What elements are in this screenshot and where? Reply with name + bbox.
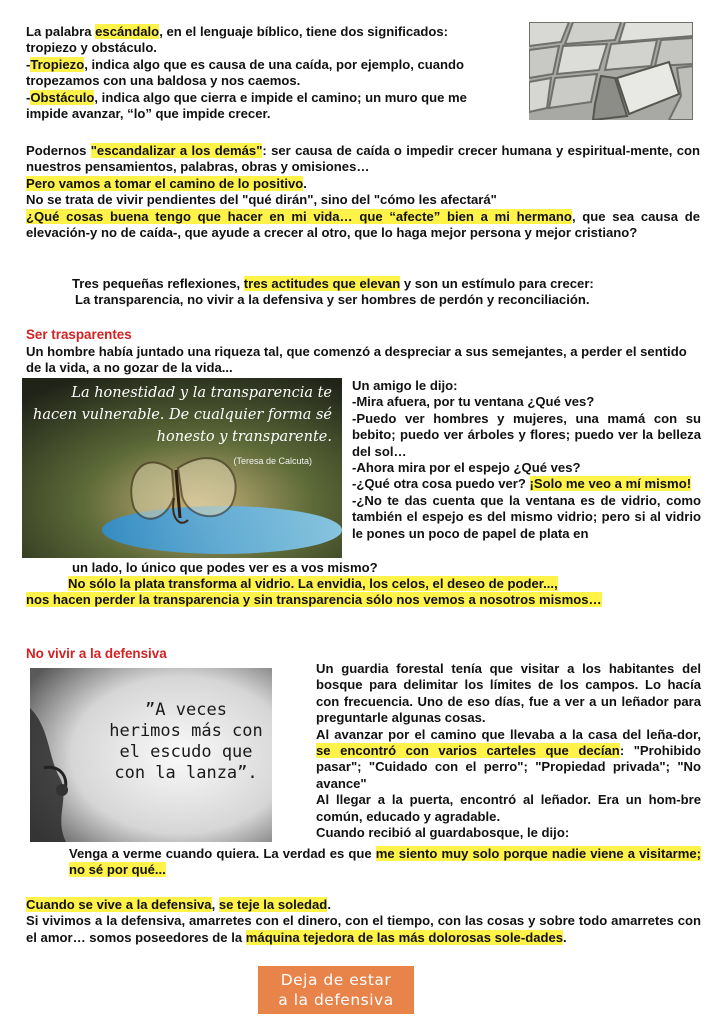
highlight-tropiezo: Tropiezo [30,56,85,72]
highlight-escandalizar: "escandalizar a los demás" [90,143,263,158]
tres-reflexiones [72,276,712,309]
text: Tres pequeñas reflexiones, [72,276,244,291]
intro-paragraph [26,24,526,122]
text: , en el lenguaje bíblico, tiene dos significados: [159,24,449,39]
text: Venga a verme cuando quiera. La verdad es que [69,846,376,861]
trasparentes-intro: Un hombre había juntado una riqueza tal, que comenzó a despreciar a sus semejantes, a perder el sentido de la vida, a no gozar de la vida... [26,344,687,376]
button-line-1: Deja de estar [280,971,392,989]
highlight-maquina: máquina tejedora de las más dolorosas sole-dades [245,929,564,945]
text: -¿Qué otra cosa puedo ver? [352,476,530,492]
paving-stones-image [529,22,693,120]
highlight-muy-solo: me siento muy solo porque nadie viene a visitarme; no sé por qué... [69,846,701,878]
text: Un guardia forestal tenía que visitar a los habitantes del bosque para delimitar los límites de los campos. Lo hacía con frecuencia. Uno de eso días, fue a ver a un leñador para preguntarle algunas cosas. [316,661,701,726]
text: - [26,56,31,72]
text: Cuando recibió al guardabosque, le dijo: [316,825,570,841]
highlight-transparencia: nos hacen perder la transparencia y sin transparencia sólo nos vemos a nosotros mismos… [26,592,602,608]
highlight-que-cosas: ¿Qué cosas buena tengo que hacer en mi vida… que “afecte” bien a mi hermano [26,208,572,224]
button-line-2: a la defensiva [278,991,394,1009]
text: Podernos [26,143,91,158]
text: La transparencia, no vivir a la defensiva y ser hombres de perdón y reconciliación. [75,292,590,308]
highlight-se-vive: Cuando se vive a la defensiva [26,897,212,912]
text: tropiezo y obstáculo. [26,40,157,56]
text: : "Prohibido pasar"; "Cuidado con el perro"; "Propiedad privada"; "No avance" [316,743,701,791]
highlight-solo-me-veo: ¡Solo me veo a mí mismo! [529,476,692,492]
text: -Puedo ver hombres y mujeres, una mamá con su bebito; puedo ver árboles y flores; puedo ver la belleza del sol… [352,410,701,459]
text: , [211,897,219,912]
text: , indica algo que es causa de una caída, por ejemplo, cuando [84,56,465,72]
highlight-plata: No sólo la plata transforma al vidrio. La envidia, los celos, el deseo de poder..., [68,576,558,591]
text: Si vivimos a la defensiva, amarretes con el dinero, con el tiempo, con las cosas y sobre todo amarretes con el amor… somos poseedores de la [26,913,701,945]
text: La palabra [26,24,96,39]
highlight-tres-actitudes: tres actitudes que elevan [243,276,401,291]
text: Un amigo le dijo: [352,378,458,393]
escandalizar-paragraph [26,143,700,241]
butterfly-quote-image [22,378,342,558]
defensiva-story [316,661,701,841]
text: Al llegar a la puerta, encontró al leñador. Era un hom-bre común, educado y agradable. [316,792,701,824]
text: -¿No te das cuenta que la ventana es de vidrio, como también el espejo es del mismo vidrio; pero si al vidrio le pones un poco de papel de plata en [352,492,701,541]
trasparentes-dialogue-end: un lado, lo único que podes ver es a vos mismo? [72,560,378,575]
image-quote-author: (Teresa de Calcuta) [233,456,312,466]
trasparentes-dialogue [352,378,701,542]
highlight-carteles: se encontró con varios carteles que decían [316,743,620,759]
deja-de-estar-button[interactable] [258,966,414,1014]
text: . [563,929,567,945]
text: -Ahora mira por el espejo ¿Qué ves? [352,460,581,476]
defensiva-conclusion [26,897,701,946]
image-escudo-quote: ”A veces herimos más con el escudo que con la lanza”. [109,700,263,783]
text: impide avanzar, “lo” que impide crecer. [26,106,271,122]
escudo-quote-image [30,668,272,842]
text: , que sea causa de elevación-y no de caída-, que ayude a crecer al otro, que lo haga mejor persona y mejor cristiano? [26,208,700,241]
text: . [303,175,307,191]
image-quote-text: La honestidad y la transparencia te hacen vulnerable. De cualquier forma sé honesto y transparente. [32,385,332,445]
trasparentes-conclusion [26,576,706,609]
highlight-soledad: se teje la soledad [218,897,328,912]
section-heading-defensiva: No vivir a la defensiva [26,646,167,661]
text: -Mira afuera, por tu ventana ¿Qué ves? [352,394,595,410]
text: tropezamos con una baldosa y nos caemos. [26,73,301,89]
text: No se trata de vivir pendientes del "qué dirán", sino del "cómo les afectará" [26,192,497,208]
section-heading-trasparentes: Ser trasparentes [26,327,132,342]
text: y son un estímulo para crecer: [400,276,594,291]
highlight-escandalo: escándalo [95,24,160,39]
lenador-quote [69,846,701,879]
text: : ser causa de caída o impedir crecer humana y espiritual-mente, con nuestros pensamientos, palabras, obras y omisiones… [26,143,701,175]
highlight-camino-positivo: Pero vamos a tomar el camino de lo positivo [26,175,304,191]
highlight-obstaculo: Obstáculo [30,89,95,105]
text: - [26,89,31,105]
text: Al avanzar por el camino que llevaba a la casa del leña-dor, [316,726,701,742]
text: . [327,897,331,912]
text: , indica algo que cierra e impide el camino; un muro que me [94,89,467,105]
